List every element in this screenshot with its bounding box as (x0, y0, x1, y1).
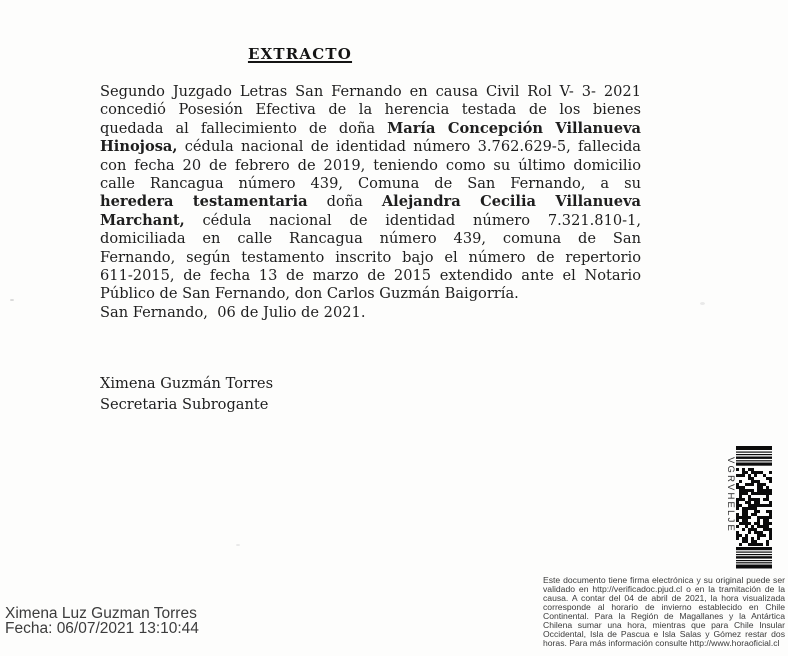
paragraph-line: domiciliada en calle Rancagua número 439, comuna de San (100, 230, 641, 248)
disclaimer-line: corresponde al horario de invierno establecido en Chile (543, 602, 785, 612)
paragraph-line: concedió Posesión Efectiva de la herencia testada de los bienes (100, 101, 641, 119)
disclaimer-line: Este documento tiene firma electrónica y su original puede ser (543, 575, 785, 585)
verification-barcode-icon (736, 446, 772, 569)
paragraph-line: Marchant, cédula nacional de identidad número 7.321.810-1, (100, 211, 641, 229)
signature-name: Ximena Guzmán Torres (100, 375, 274, 392)
extract-paragraph (100, 83, 641, 322)
paragraph-line: San Fernando, 06 de Julio de 2021. (100, 303, 366, 321)
paragraph-line: Hinojosa, cédula nacional de identidad número 3.762.629-5, fallecida (100, 138, 641, 156)
signer-name: Ximena Luz Guzman Torres (5, 605, 197, 622)
signature-role: Secretaria Subrogante (100, 395, 269, 413)
electronic-signature-disclaimer (543, 576, 785, 648)
verification-code: VGRVHELJE (725, 456, 736, 534)
paragraph-line: heredera testamentaria doña Alejandra Cecilia Villanueva (100, 193, 642, 211)
paragraph-line: Fernando, según testamento inscrito bajo el número de repertorio (100, 248, 641, 266)
signature-footer (5, 606, 199, 636)
disclaimer-line: horas. Para más información consulte http://www.horaoficial.cl (543, 638, 780, 648)
disclaimer-line: Chilena sumar una hora, mientras que para Chile Insular (543, 620, 785, 630)
signature-timestamp: Fecha: 06/07/2021 13:10:44 (5, 620, 199, 638)
scan-artifact (700, 302, 705, 305)
disclaimer-line: Continental. Para la Región de Magallanes y la Antártica (543, 611, 785, 621)
paragraph-line: quedada al fallecimiento de doña María Concepción Villanueva (100, 119, 641, 137)
disclaimer-line: validado en http://verificadoc.pjud.cl o en la tramitación de la (543, 584, 785, 594)
paragraph-line: calle Rancagua número 439, Comuna de San Fernando, a su (100, 175, 641, 193)
paragraph-line: Público de San Fernando, don Carlos Guzmán Baigorría. (100, 285, 519, 303)
disclaimer-line: Occidental, Isla de Pascua e Isla Salas y Gómez restar dos (543, 629, 785, 639)
scan-artifact (10, 299, 14, 301)
paragraph-line: Segundo Juzgado Letras San Fernando en causa Civil Rol V- 3- 2021 (100, 83, 641, 100)
disclaimer-line: causa. A contar del 04 de abril de 2021, la hora visualizada (543, 593, 785, 603)
document-title: EXTRACTO (247, 45, 353, 63)
paragraph-line: con fecha 20 de febrero de 2019, teniendo como su último domicilio (100, 156, 641, 174)
paragraph-line: 611-2015, de fecha 13 de marzo de 2015 extendido ante el Notario (100, 267, 641, 285)
scan-artifact (236, 544, 240, 546)
signature-block (100, 374, 273, 415)
